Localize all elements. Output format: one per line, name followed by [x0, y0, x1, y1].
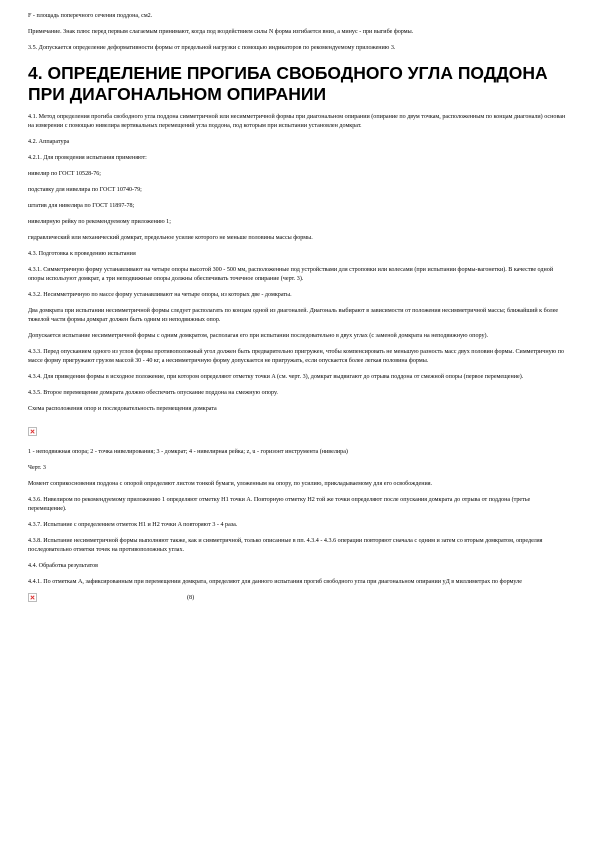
paragraph: Два домкрата при испытании несимметричной формы следует располагать по концам одной из диагоналей. Диагональ выбирают в зависимости от положения несимметричной массы; ближайший к более тяжелой части формы домкрат должен быть одним из неподвижных опор. — [28, 308, 559, 323]
paragraph: 4.3.3. Перед опусканием одного из углов формы противоположный угол должен быть предварительно пригружен, чтобы компенсировать не меньшую разность масс двух половин формы. Симметричную по массе форму пригружают грузом массой 30 - 40 кг, а несимметричную форму допускается не пригружать, если опускается более легкая половина формы. — [28, 349, 565, 364]
paragraph: нивелирную рейку по рекомендуемому приложению 1; — [28, 219, 171, 225]
paragraph: 4.2.1. Для проведения испытания применяют: — [28, 155, 147, 161]
paragraph: 4.3.2. Несимметричную по массе форму устанавливают на четыре опоры, из которых две - домкраты. — [28, 292, 292, 298]
figure-caption: 1 - неподвижная опора; 2 - точка нивелирования; 3 - домкрат; 4 - нивелирная рейка; z, u - горизонт инструмента (нивелира) — [28, 449, 348, 455]
after-section — [28, 480, 568, 587]
section-heading: 4. ОПРЕДЕЛЕНИЕ ПРОГИБА СВОБОДНОГО УГЛА ПОДДОНА ПРИ ДИАГОНАЛЬНОМ ОПИРАНИИ — [28, 63, 548, 104]
paragraph: Момент соприкосновения поддона с опорой определяют листом тонкой бумаги, уложенным на опору, по усилию, прикладываемому для его освобождения. — [28, 481, 433, 487]
paragraph: 3.5. Допускается определение деформативности формы от предельной нагрузки с помощью индикаторов по рекомендуемому приложению 3. — [28, 45, 396, 51]
paragraph: 4.3.4. Для приведения формы в исходное положение, при котором определяют отметку точки A (см. черт. 3), домкрат выдвигают до отрыва поддона от смежной опоры (первое перемещение). — [28, 374, 524, 380]
paragraph: 4.3.5. Второе перемещение домкрата должно обеспечить опускание поддона на смежную опору. — [28, 390, 278, 396]
paragraph: 4.2. Аппаратура — [28, 139, 70, 145]
paragraph: 4.3.1. Симметричную форму устанавливают на четыре опоры высотой 300 - 500 мм, расположенные под устройствами для строповки или колесами (при испытании формы-вагонетки). В качестве одной опоры используют домкрат, а три неподвижные опоры должны обеспечивать точечное опирание (черт. 3). — [28, 267, 554, 282]
paragraph: 4.3.6. Нивелиром по рекомендуемому приложению 1 определяют отметку H1 точки A. Повторную отметку H2 той же точки определяют после опускания домкрата до отрыва от поддона (третье перемещение). — [28, 497, 531, 512]
paragraph: F - площадь поперечного сечения поддона, см2. — [28, 13, 153, 19]
paragraph: Примечание. Знак плюс перед первым слагаемым принимают, когда под воздействием силы N форма изгибается вниз, а минус - при выгибе формы. — [28, 29, 414, 35]
figure-label: Черт. 3 — [28, 465, 46, 471]
paragraph: Схема расположения опор и последовательность перемещения домкрата — [28, 406, 217, 412]
document-page — [28, 12, 568, 602]
paragraph: 4.1. Метод определения прогиба свободного угла поддона симметричной или несимметричной формы при диагональном опирании (опирание по двум точкам, расположенным по концам диагонали) основан на измерении с помощью нивелира вертикальных перемещений угла поддона, под которым при испытании установлен домкрат. — [28, 114, 566, 129]
main-section — [28, 113, 568, 414]
paragraph: 4.4. Обработка результатов — [28, 563, 99, 569]
paragraph: гидравлический или механический домкрат, предельное усилие которого не меньше половины массы формы. — [28, 235, 313, 241]
paragraph: 4.3. Подготовка к проведению испытания — [28, 251, 136, 257]
paragraph: штатив для нивелира по ГОСТ 11897-78; — [28, 203, 135, 209]
broken-image-icon — [28, 427, 37, 436]
top-section — [28, 12, 568, 53]
page-number: (8) — [187, 594, 195, 601]
paragraph: подставку для нивелира по ГОСТ 10740-79; — [28, 187, 142, 193]
paragraph: нивелир по ГОСТ 10528-76; — [28, 171, 101, 177]
paragraph: Допускается испытание несимметричной формы с одним домкратом, располагая его при испытании последовательно в двух углах (с заменой домкрата на неподвижную опору). — [28, 333, 489, 339]
paragraph: 4.4.1. По отметкам A, зафиксированным при перемещении домкрата, определяют для данного испытания прогиб свободного угла при диагональном опирании уД в миллиметрах по формуле — [28, 579, 522, 585]
broken-image-icon — [28, 593, 37, 602]
figure — [28, 423, 568, 441]
paragraph: 4.3.7. Испытание с определением отметок H1 и H2 точки A повторяют 3 - 4 раза. — [28, 522, 238, 528]
page-footer — [28, 593, 568, 602]
paragraph: 4.3.8. Испытание несимметричной формы выполняют также, как и симметричной, только описанные в пп. 4.3.4 - 4.3.6 операции повторяют сначала с одним и затем со вторым домкратом, определяя последовательно отметки точек на противоположных углах. — [28, 538, 543, 553]
